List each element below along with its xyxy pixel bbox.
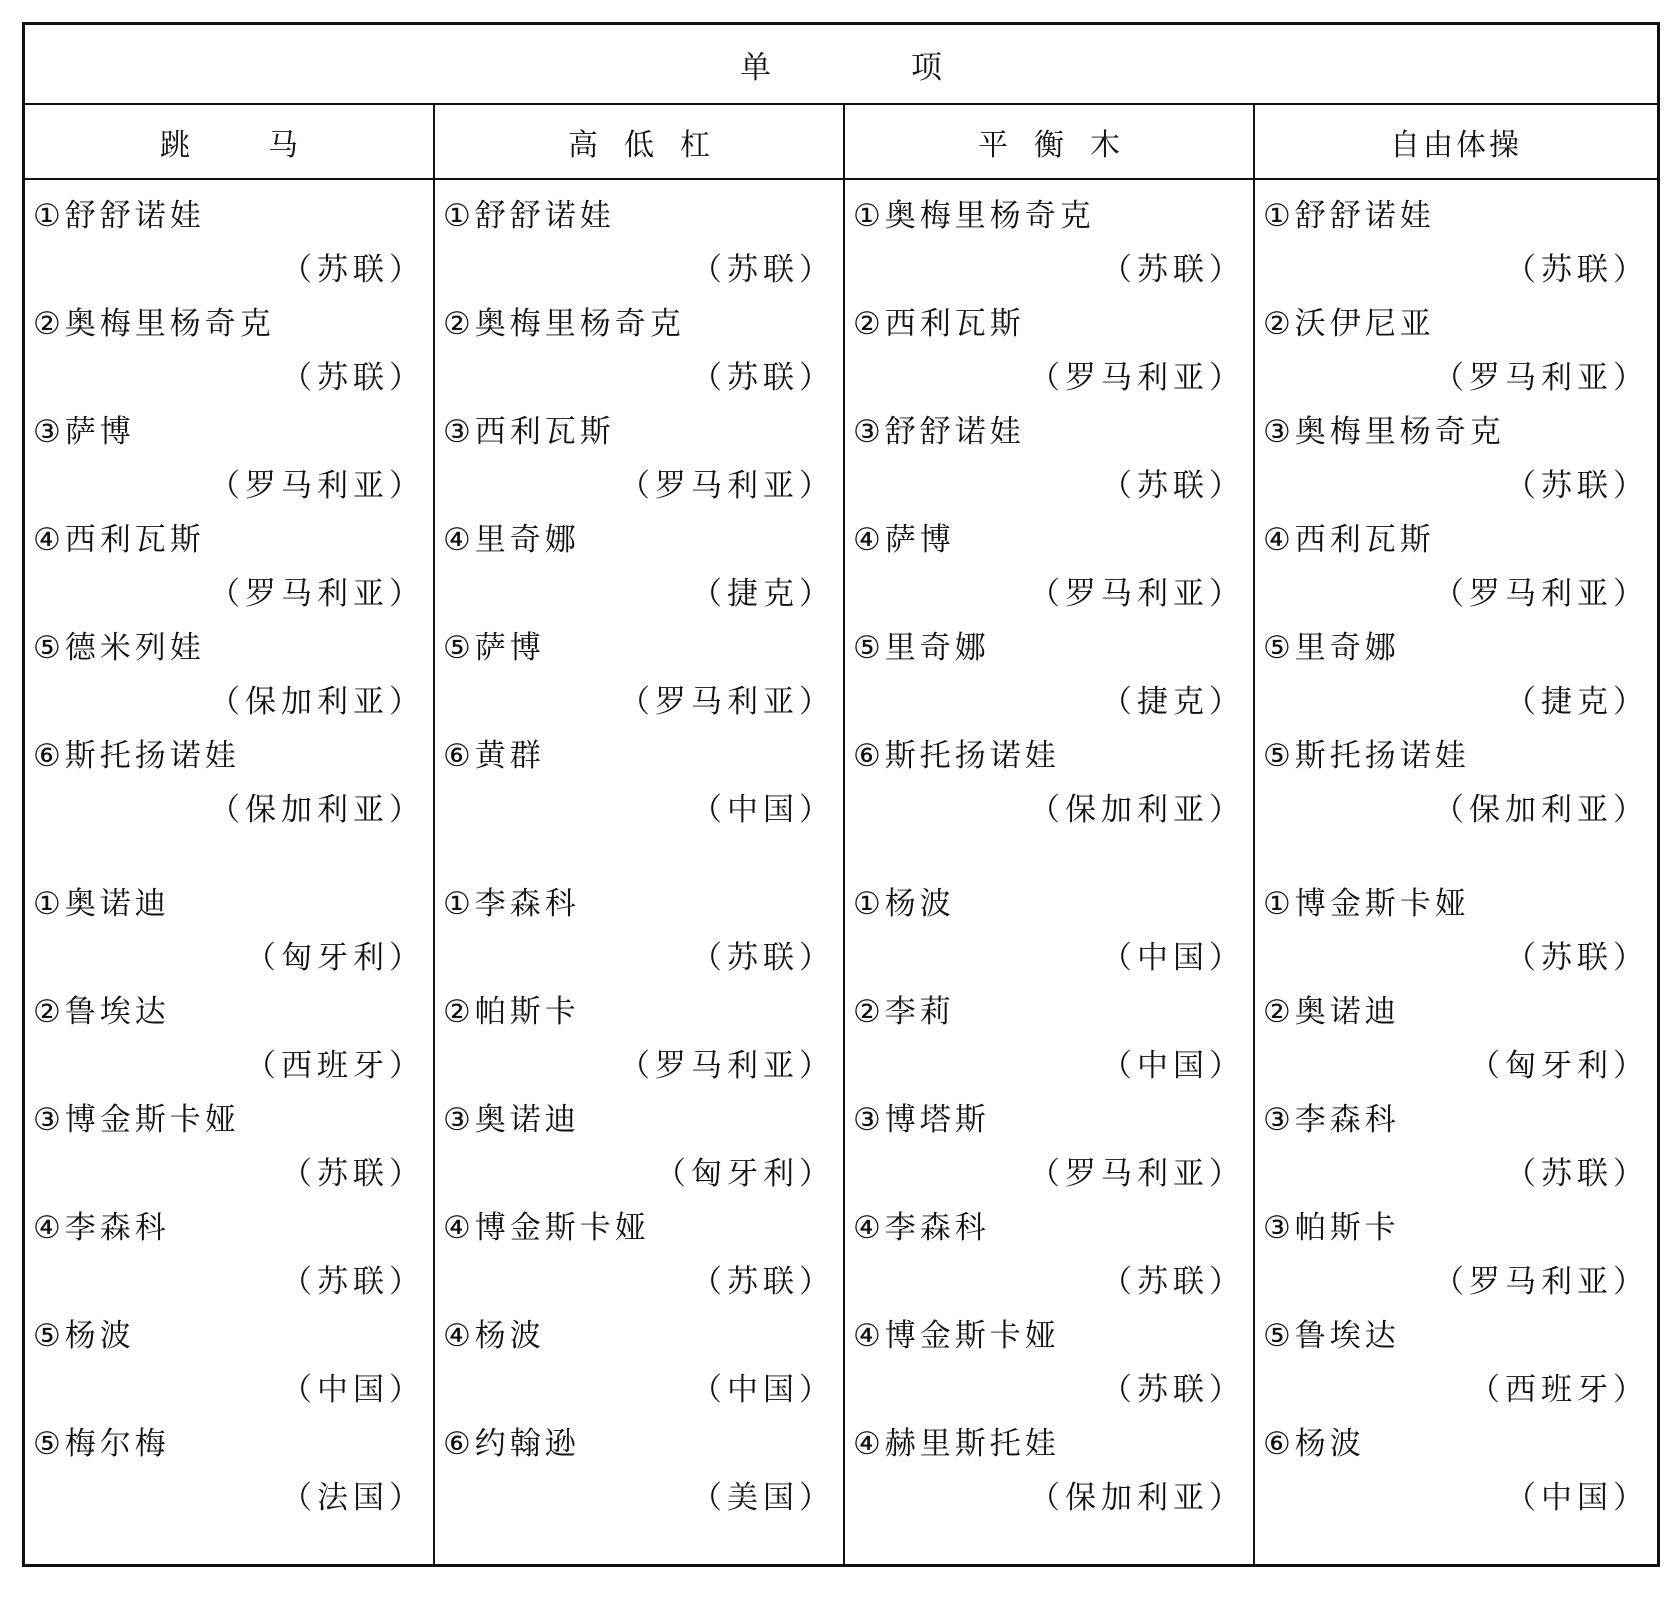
- athlete-name: ④博金斯卡娅: [853, 1318, 1060, 1354]
- athlete-name: ②奥梅里杨奇克: [443, 306, 685, 342]
- athlete-country: （中国）: [281, 1372, 425, 1408]
- athlete-country: （中国）: [1101, 1048, 1245, 1084]
- athlete-name: ⑤萨博: [443, 630, 545, 666]
- table-title: 单项: [25, 25, 1657, 105]
- athlete-name: ④杨波: [443, 1318, 545, 1354]
- athlete-country: （罗马利亚）: [1433, 1264, 1649, 1300]
- athlete-country: （罗马利亚）: [1029, 576, 1245, 612]
- athlete-name: ④博金斯卡娅: [443, 1210, 650, 1246]
- athlete-country: （苏联）: [1505, 1156, 1649, 1192]
- list-item: [1255, 990, 1657, 1098]
- list-item: [25, 1206, 433, 1314]
- list-item: [845, 734, 1253, 842]
- list-item: [25, 410, 433, 518]
- athlete-name: ③舒舒诺娃: [853, 414, 1025, 450]
- list-item: [435, 1206, 843, 1314]
- athlete-country: （罗马利亚）: [209, 576, 425, 612]
- list-item: [845, 1206, 1253, 1314]
- list-item: [435, 734, 843, 842]
- athlete-name: ④李森科: [33, 1210, 170, 1246]
- athlete-name: ④西利瓦斯: [33, 522, 205, 558]
- athlete-country: （苏联）: [281, 252, 425, 288]
- list-item: [1255, 1314, 1657, 1422]
- list-item: [435, 410, 843, 518]
- athlete-country: （罗马利亚）: [1433, 576, 1649, 612]
- list-item: [435, 1422, 843, 1530]
- column-beam: [843, 180, 1253, 1564]
- athlete-country: （西班牙）: [245, 1048, 425, 1084]
- athlete-name: ⑥斯托扬诺娃: [33, 738, 240, 774]
- list-item: [1255, 882, 1657, 990]
- list-item: [435, 990, 843, 1098]
- athlete-country: （苏联）: [1101, 1264, 1245, 1300]
- column-header-floor: 自由体操: [1253, 105, 1657, 178]
- list-item: [435, 882, 843, 990]
- athlete-country: （法国）: [281, 1480, 425, 1516]
- result-group-2: [1255, 882, 1657, 1530]
- athlete-name: ①舒舒诺娃: [33, 198, 205, 234]
- athlete-country: （捷克）: [691, 576, 835, 612]
- athlete-name: ②奥梅里杨奇克: [33, 306, 275, 342]
- list-item: [1255, 1422, 1657, 1530]
- athlete-country: （保加利亚）: [1433, 792, 1649, 828]
- athlete-name: ⑤梅尔梅: [33, 1426, 170, 1462]
- athlete-name: ⑥斯托扬诺娃: [853, 738, 1060, 774]
- athlete-name: ①奥诺迪: [33, 886, 170, 922]
- athlete-country: （中国）: [1101, 940, 1245, 976]
- list-item: [435, 194, 843, 302]
- athlete-name: ⑥约翰逊: [443, 1426, 580, 1462]
- list-item: [435, 1098, 843, 1206]
- athlete-country: （捷克）: [1505, 684, 1649, 720]
- column-floor: [1253, 180, 1657, 1564]
- athlete-country: （捷克）: [1101, 684, 1245, 720]
- athlete-name: ⑤里奇娜: [853, 630, 990, 666]
- athlete-country: （罗马利亚）: [619, 468, 835, 504]
- athlete-country: （罗马利亚）: [1433, 360, 1649, 396]
- athlete-country: （苏联）: [691, 360, 835, 396]
- list-item: [1255, 194, 1657, 302]
- athlete-name: ⑥杨波: [1263, 1426, 1365, 1462]
- athlete-name: ③萨博: [33, 414, 135, 450]
- athlete-name: ③博金斯卡娅: [33, 1102, 240, 1138]
- table-body: [25, 180, 1657, 1564]
- list-item: [25, 194, 433, 302]
- athlete-country: （中国）: [1505, 1480, 1649, 1516]
- list-item: [1255, 1098, 1657, 1206]
- athlete-name: ⑤杨波: [33, 1318, 135, 1354]
- athlete-name: ①舒舒诺娃: [1263, 198, 1435, 234]
- athlete-country: （保加利亚）: [1029, 1480, 1245, 1516]
- athlete-name: ⑥黄群: [443, 738, 545, 774]
- results-table: [22, 22, 1660, 1567]
- athlete-country: （苏联）: [691, 940, 835, 976]
- athlete-name: ①舒舒诺娃: [443, 198, 615, 234]
- list-item: [845, 882, 1253, 990]
- athlete-name: ②鲁埃达: [33, 994, 170, 1030]
- athlete-country: （匈牙利）: [655, 1156, 835, 1192]
- list-item: [1255, 410, 1657, 518]
- column-headers: [25, 105, 1657, 180]
- list-item: [1255, 734, 1657, 842]
- list-item: [435, 302, 843, 410]
- athlete-name: ②李莉: [853, 994, 955, 1030]
- list-item: [435, 518, 843, 626]
- athlete-name: ③奥诺迪: [443, 1102, 580, 1138]
- athlete-name: ③西利瓦斯: [443, 414, 615, 450]
- list-item: [1255, 626, 1657, 734]
- list-item: [25, 990, 433, 1098]
- list-item: [845, 990, 1253, 1098]
- athlete-country: （苏联）: [1505, 252, 1649, 288]
- athlete-country: （苏联）: [1101, 252, 1245, 288]
- result-group-1: [25, 194, 433, 842]
- athlete-name: ③奥梅里杨奇克: [1263, 414, 1505, 450]
- athlete-country: （匈牙利）: [245, 940, 425, 976]
- list-item: [25, 1422, 433, 1530]
- athlete-name: ①李森科: [443, 886, 580, 922]
- athlete-name: ②帕斯卡: [443, 994, 580, 1030]
- list-item: [845, 410, 1253, 518]
- athlete-country: （罗马利亚）: [619, 1048, 835, 1084]
- athlete-name: ②沃伊尼亚: [1263, 306, 1435, 342]
- athlete-name: ⑤鲁埃达: [1263, 1318, 1400, 1354]
- athlete-name: ①奥梅里杨奇克: [853, 198, 1095, 234]
- list-item: [845, 518, 1253, 626]
- athlete-country: （苏联）: [1101, 468, 1245, 504]
- athlete-country: （苏联）: [281, 360, 425, 396]
- list-item: [435, 1314, 843, 1422]
- athlete-country: （罗马利亚）: [209, 468, 425, 504]
- list-item: [1255, 518, 1657, 626]
- athlete-name: ⑤斯托扬诺娃: [1263, 738, 1470, 774]
- athlete-name: ⑤里奇娜: [1263, 630, 1400, 666]
- list-item: [25, 882, 433, 990]
- result-group-2: [845, 882, 1253, 1530]
- result-group-1: [435, 194, 843, 842]
- list-item: [1255, 1206, 1657, 1314]
- list-item: [25, 734, 433, 842]
- list-item: [845, 1422, 1253, 1530]
- list-item: [435, 626, 843, 734]
- athlete-country: （苏联）: [1505, 468, 1649, 504]
- list-item: [25, 626, 433, 734]
- column-header-uneven-bars: 高低杠: [433, 105, 843, 178]
- athlete-country: （中国）: [691, 792, 835, 828]
- athlete-country: （匈牙利）: [1469, 1048, 1649, 1084]
- athlete-country: （苏联）: [1505, 940, 1649, 976]
- athlete-country: （保加利亚）: [209, 684, 425, 720]
- result-group-2: [435, 882, 843, 1530]
- athlete-name: ③博塔斯: [853, 1102, 990, 1138]
- athlete-country: （罗马利亚）: [619, 684, 835, 720]
- list-item: [25, 518, 433, 626]
- list-item: [845, 1314, 1253, 1422]
- athlete-name: ④里奇娜: [443, 522, 580, 558]
- result-group-2: [25, 882, 433, 1530]
- athlete-name: ④李森科: [853, 1210, 990, 1246]
- list-item: [25, 1314, 433, 1422]
- athlete-name: ④赫里斯托娃: [853, 1426, 1060, 1462]
- athlete-name: ③帕斯卡: [1263, 1210, 1400, 1246]
- column-uneven-bars: [433, 180, 843, 1564]
- athlete-country: （苏联）: [281, 1156, 425, 1192]
- result-group-1: [845, 194, 1253, 842]
- athlete-country: （保加利亚）: [209, 792, 425, 828]
- athlete-country: （西班牙）: [1469, 1372, 1649, 1408]
- athlete-country: （保加利亚）: [1029, 792, 1245, 828]
- athlete-name: ④萨博: [853, 522, 955, 558]
- list-item: [25, 1098, 433, 1206]
- athlete-name: ③李森科: [1263, 1102, 1400, 1138]
- athlete-country: （苏联）: [691, 1264, 835, 1300]
- athlete-country: （苏联）: [691, 252, 835, 288]
- list-item: [1255, 302, 1657, 410]
- athlete-country: （苏联）: [1101, 1372, 1245, 1408]
- list-item: [845, 1098, 1253, 1206]
- athlete-country: （中国）: [691, 1372, 835, 1408]
- athlete-name: ①博金斯卡娅: [1263, 886, 1470, 922]
- list-item: [845, 302, 1253, 410]
- column-header-vault: 跳马: [160, 127, 376, 163]
- result-group-1: [1255, 194, 1657, 842]
- list-item: [25, 302, 433, 410]
- column-vault: [25, 180, 433, 1564]
- athlete-name: ④西利瓦斯: [1263, 522, 1435, 558]
- athlete-country: （罗马利亚）: [1029, 360, 1245, 396]
- athlete-country: （罗马利亚）: [1029, 1156, 1245, 1192]
- athlete-name: ①杨波: [853, 886, 955, 922]
- athlete-name: ②西利瓦斯: [853, 306, 1025, 342]
- column-header-beam: 平衡木: [843, 105, 1253, 178]
- athlete-name: ②奥诺迪: [1263, 994, 1400, 1030]
- list-item: [845, 626, 1253, 734]
- athlete-country: （苏联）: [281, 1264, 425, 1300]
- list-item: [845, 194, 1253, 302]
- athlete-name: ⑤德米列娃: [33, 630, 205, 666]
- athlete-country: （美国）: [691, 1480, 835, 1516]
